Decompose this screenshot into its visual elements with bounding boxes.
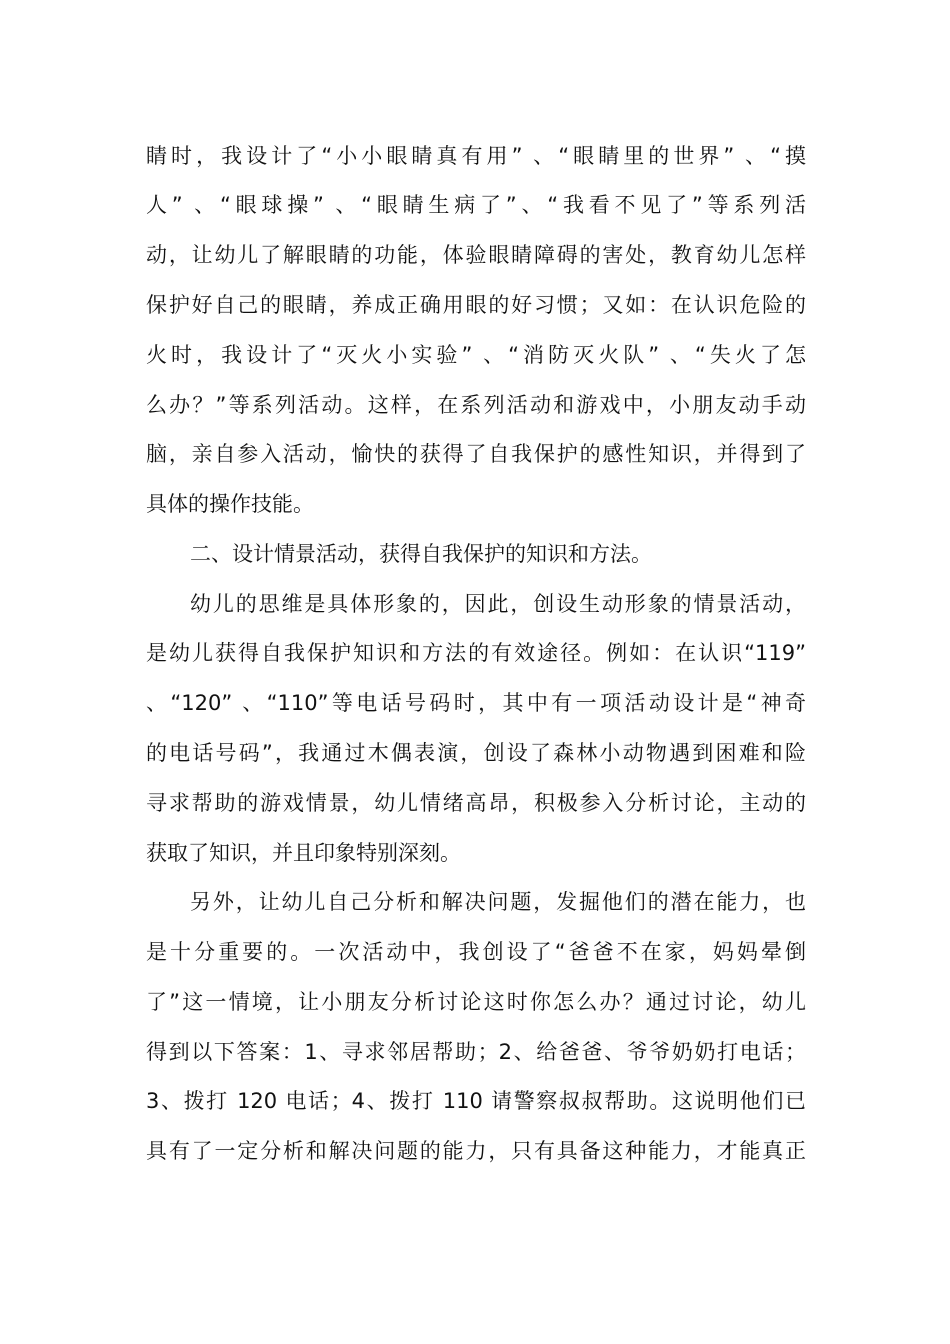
section-heading: 二、设计情景活动，获得自我保护的知识和方法。: [190, 542, 652, 566]
text-line: 保护好自己的眼睛，养成正确用眼的好习惯；又如：在认识危险的: [146, 293, 806, 317]
text-line: 火时，我设计了“灭火小实验” 、“消防灭火队” 、“失火了怎: [146, 343, 806, 367]
text-line: 具有了一定分析和解决问题的能力，只有具备这种能力，才能真正: [146, 1139, 806, 1163]
text-line: 了”这一情境，让小朋友分析讨论这时你怎么办？通过讨论，幼儿: [146, 990, 806, 1014]
text-line: 脑，亲自参入活动，愉快的获得了自我保护的感性知识，并得到了: [146, 442, 806, 466]
text-line: 得到以下答案：1、寻求邻居帮助；2、给爸爸、爷爷奶奶打电话；: [146, 1040, 806, 1064]
text-line: 人” 、“眼球操” 、“眼睛生病了”、“我看不见了”等系列活: [146, 193, 806, 217]
text-line: 是幼儿获得自我保护知识和方法的有效途径。例如：在认识“119”: [146, 641, 806, 665]
text-line: 寻求帮助的游戏情景，幼儿情绪高昂，积极参入分析讨论，主动的: [146, 791, 806, 815]
text-line: 睛时，我设计了“小小眼睛真有用” 、“眼睛里的世界” 、“摸: [146, 144, 806, 168]
text-line: 是十分重要的。一次活动中，我创设了“爸爸不在家，妈妈晕倒: [146, 940, 806, 964]
text-line: 、“120” 、“110”等电话号码时，其中有一项活动设计是“神奇: [146, 691, 806, 715]
text-line: 获取了知识，并且印象特别深刻。: [146, 841, 461, 865]
text-line: 3、拨打 120 电话；4、拨打 110 请警察叔叔帮助。这说明他们已: [146, 1089, 806, 1113]
text-line: 动，让幼儿了解眼睛的功能，体验眼睛障碍的害处，教育幼儿怎样: [146, 243, 806, 267]
paragraph-first-line: 另外，让幼儿自己分析和解决问题，发掘他们的潜在能力，也: [190, 890, 806, 914]
paragraph-first-line: 幼儿的思维是具体形象的，因此，创设生动形象的情景活动，: [190, 592, 806, 616]
text-line: 么办？”等系列活动。这样，在系列活动和游戏中，小朋友动手动: [146, 393, 806, 417]
text-line: 具体的操作技能。: [146, 492, 314, 516]
text-line: 的电话号码”，我通过木偶表演，创设了森林小动物遇到困难和险: [146, 741, 806, 765]
